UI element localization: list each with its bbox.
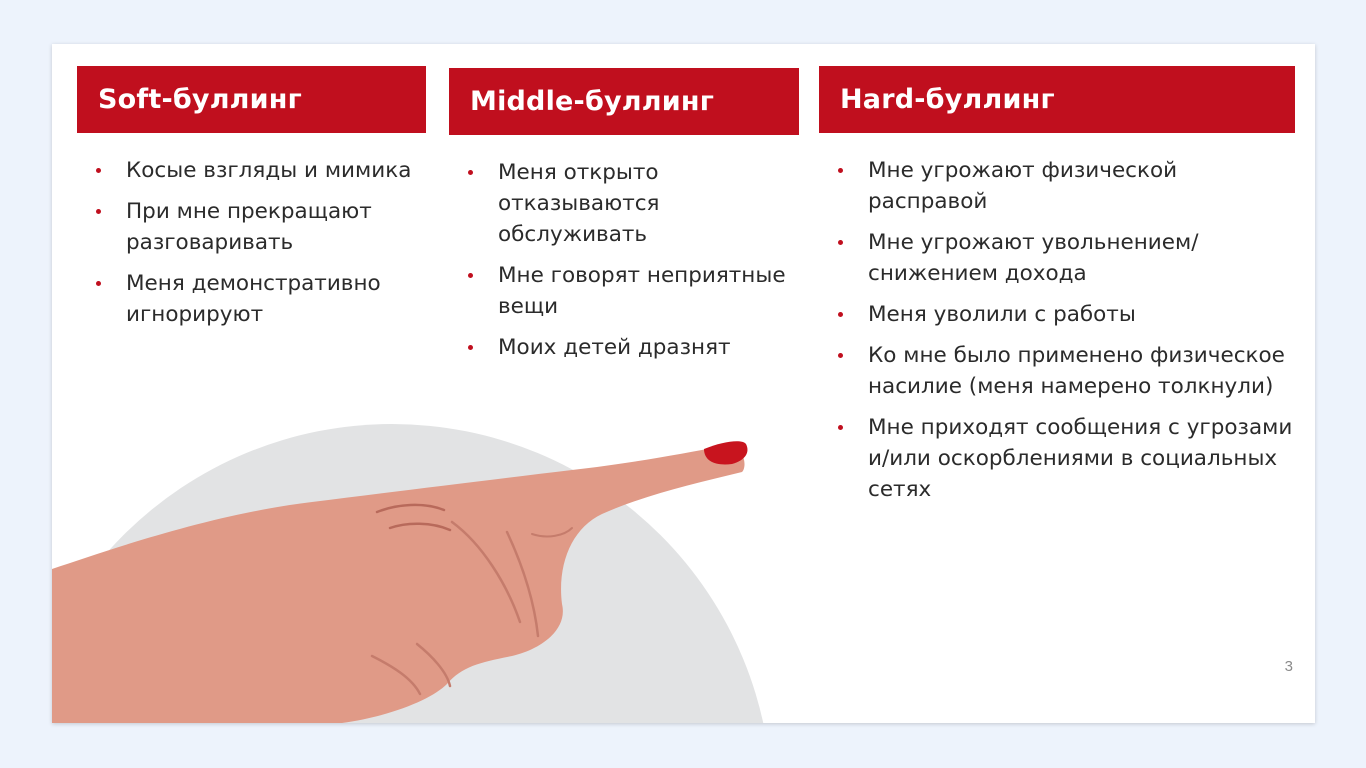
list-item	[77, 196, 426, 258]
bullet-icon	[838, 312, 843, 317]
column-title: Soft-буллинг	[77, 66, 426, 133]
list-item	[77, 155, 426, 186]
list-item	[449, 332, 799, 363]
bullet-icon	[468, 273, 473, 278]
bullet-icon	[838, 425, 843, 430]
list-item-text: Мне угрожают увольнением/ снижением дохода	[868, 230, 1199, 286]
list-item-text: Мне приходят сообщения с угрозами и/или оскорблениями в социальных сетях	[868, 415, 1293, 502]
list-item-text: Моих детей дразнят	[498, 335, 731, 360]
bullet-icon	[838, 168, 843, 173]
list-item	[819, 299, 1295, 330]
bullet-list	[449, 157, 799, 363]
bullet-list	[77, 155, 426, 330]
bullet-list	[819, 155, 1295, 505]
list-item	[819, 155, 1295, 217]
list-item-text: Мне говорят неприятные вещи	[498, 263, 786, 319]
bullet-icon	[96, 281, 101, 286]
bullet-icon	[96, 168, 101, 173]
bullet-icon	[468, 345, 473, 350]
column-title: Middle-буллинг	[449, 68, 799, 135]
list-item-text: Ко мне было применено физическое насилие (меня намерено толкнули)	[868, 343, 1285, 399]
bullet-icon	[96, 209, 101, 214]
slide	[52, 44, 1315, 723]
column-middle-bullying	[449, 66, 799, 373]
list-item-text: Косые взгляды и мимика	[126, 158, 412, 183]
page-number: 3	[1284, 658, 1293, 675]
list-item	[819, 412, 1295, 505]
list-item-text: Мне угрожают физической расправой	[868, 158, 1178, 214]
list-item-text: Меня открыто отказываются обслуживать	[498, 160, 660, 247]
list-item	[819, 227, 1295, 289]
column-hard-bullying	[819, 66, 1295, 515]
list-item-text: Меня уволили с работы	[868, 302, 1136, 327]
list-item	[819, 340, 1295, 402]
list-item-text: Меня демонстративно игнорируют	[126, 271, 381, 327]
column-title: Hard-буллинг	[819, 66, 1295, 133]
list-item	[449, 260, 799, 322]
list-item	[77, 268, 426, 330]
list-item-text: При мне прекращают разговаривать	[126, 199, 372, 255]
bullet-icon	[838, 240, 843, 245]
column-soft-bullying	[77, 66, 426, 340]
list-item	[449, 157, 799, 250]
bullet-icon	[838, 353, 843, 358]
bullet-icon	[468, 170, 473, 175]
